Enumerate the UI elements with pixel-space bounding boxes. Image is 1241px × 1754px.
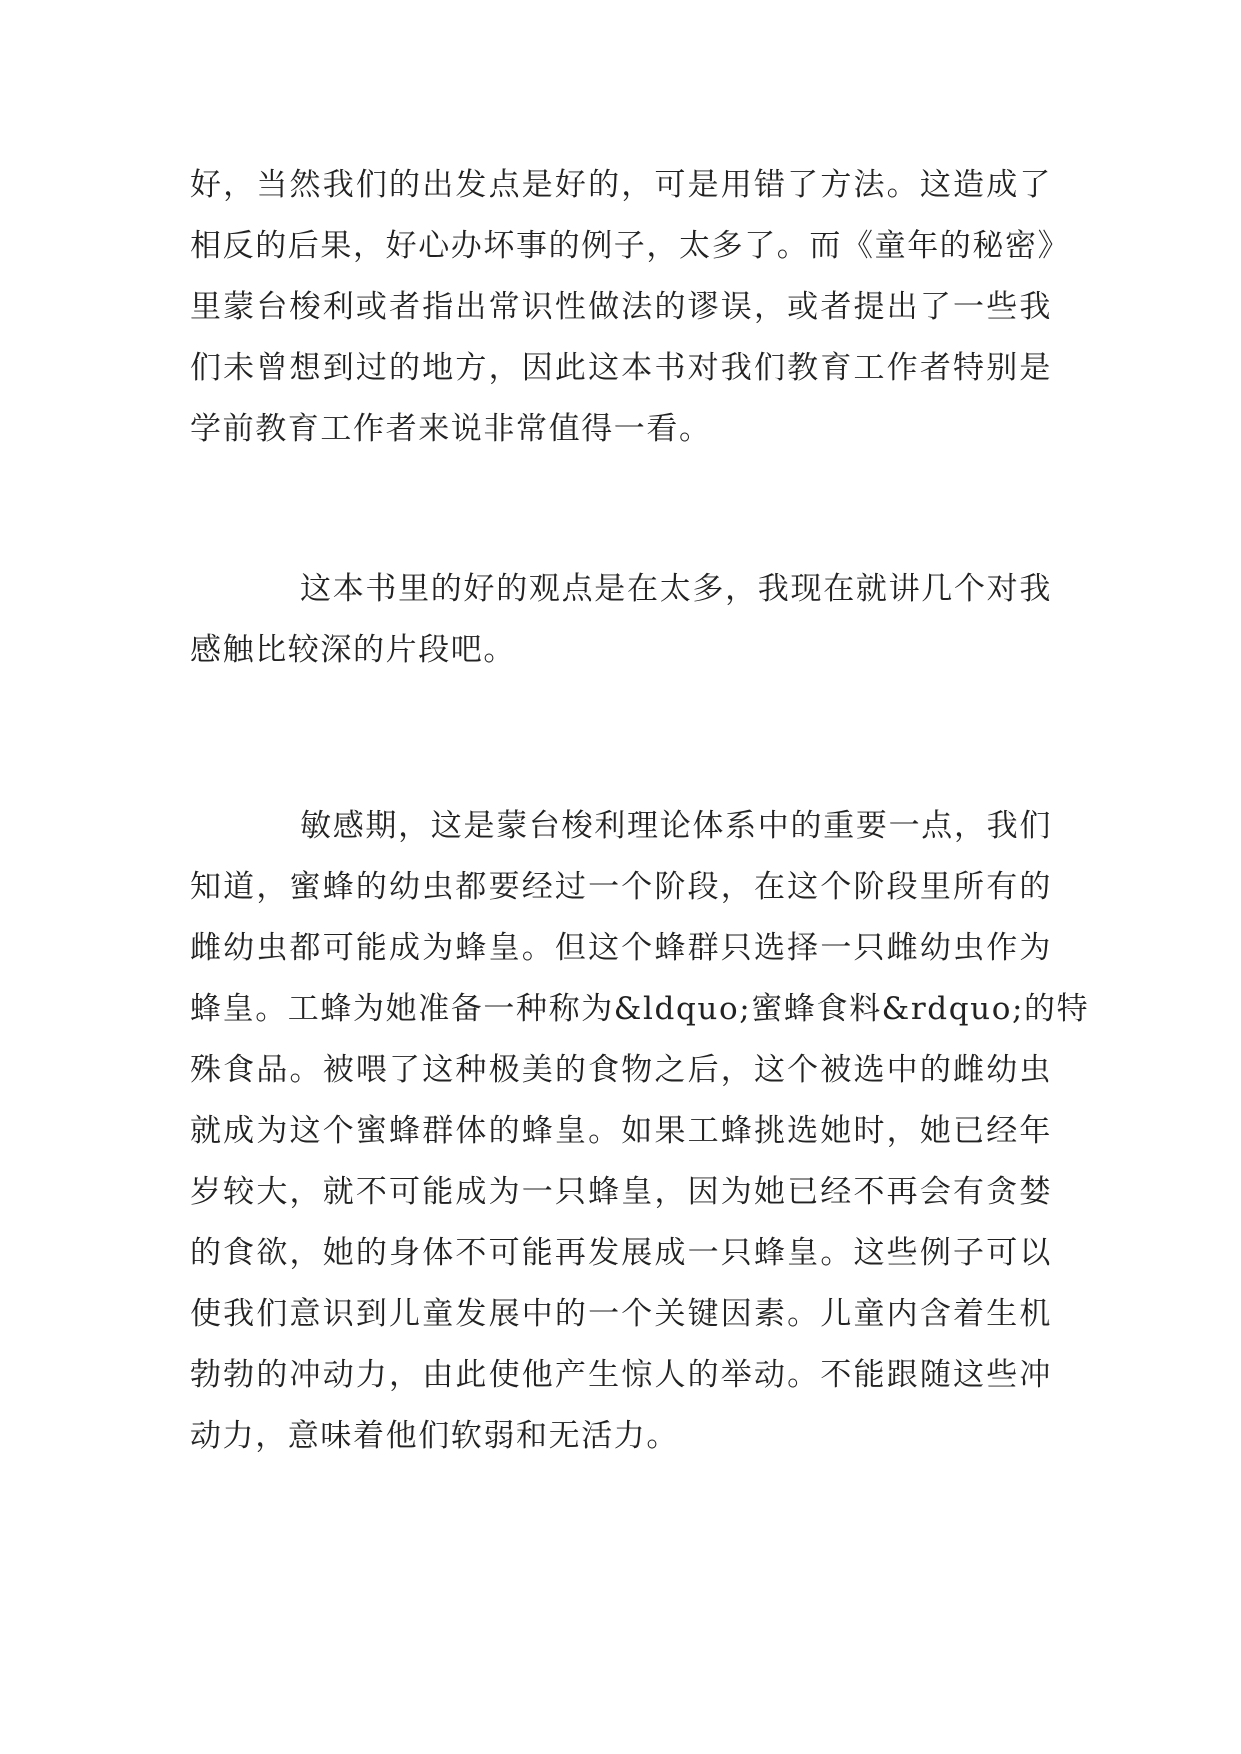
- paragraph-3-line: 岁较大，就不可能成为一只蜂皇，因为她已经不再会有贪婪: [190, 1174, 1052, 1210]
- paragraph-3-line: 殊食品。被喂了这种极美的食物之后，这个被选中的雌幼虫: [190, 1052, 1052, 1088]
- paragraph-3-line: 敏感期，这是蒙台梭利理论体系中的重要一点，我们: [300, 808, 1052, 844]
- paragraph-3-line: 知道，蜜蜂的幼虫都要经过一个阶段，在这个阶段里所有的: [190, 869, 1052, 905]
- paragraph-3-line: 雌幼虫都可能成为蜂皇。但这个蜂群只选择一只雌幼虫作为: [190, 930, 1052, 966]
- paragraph-3-line: 的食欲，她的身体不可能再发展成一只蜂皇。这些例子可以: [190, 1235, 1052, 1271]
- paragraph-3: [190, 796, 1090, 1467]
- paragraph-3-line: 使我们意识到儿童发展中的一个关键因素。儿童内含着生机: [190, 1296, 1052, 1332]
- paragraph-2-line: 这本书里的好的观点是在太多，我现在就讲几个对我: [300, 571, 1052, 607]
- paragraph-1: [190, 155, 1071, 460]
- paragraph-1-line: 学前教育工作者来说非常值得一看。: [190, 411, 712, 447]
- paragraph-1-line: 好，当然我们的出发点是好的，可是用错了方法。这造成了: [190, 167, 1052, 203]
- paragraph-3-line: 蜂皇。工蜂为她准备一种称为&ldquo;蜜蜂食料&rdquo;的特: [190, 991, 1090, 1027]
- paragraph-1-line: 里蒙台梭利或者指出常识性做法的谬误，或者提出了一些我: [190, 289, 1052, 325]
- paragraph-3-line: 就成为这个蜜蜂群体的蜂皇。如果工蜂挑选她时，她已经年: [190, 1113, 1052, 1149]
- paragraph-3-line: 勃勃的冲动力，由此使他产生惊人的举动。不能跟随这些冲: [190, 1357, 1052, 1393]
- paragraph-1-line: 相反的后果，好心办坏事的例子，太多了。而《童年的秘密》: [190, 228, 1071, 264]
- paragraph-3-line: 动力，意味着他们软弱和无活力。: [190, 1418, 679, 1454]
- paragraph-1-line: 们未曾想到过的地方，因此这本书对我们教育工作者特别是: [190, 350, 1052, 386]
- paragraph-2: [190, 559, 1052, 681]
- paragraph-2-line: 感触比较深的片段吧。: [190, 632, 516, 668]
